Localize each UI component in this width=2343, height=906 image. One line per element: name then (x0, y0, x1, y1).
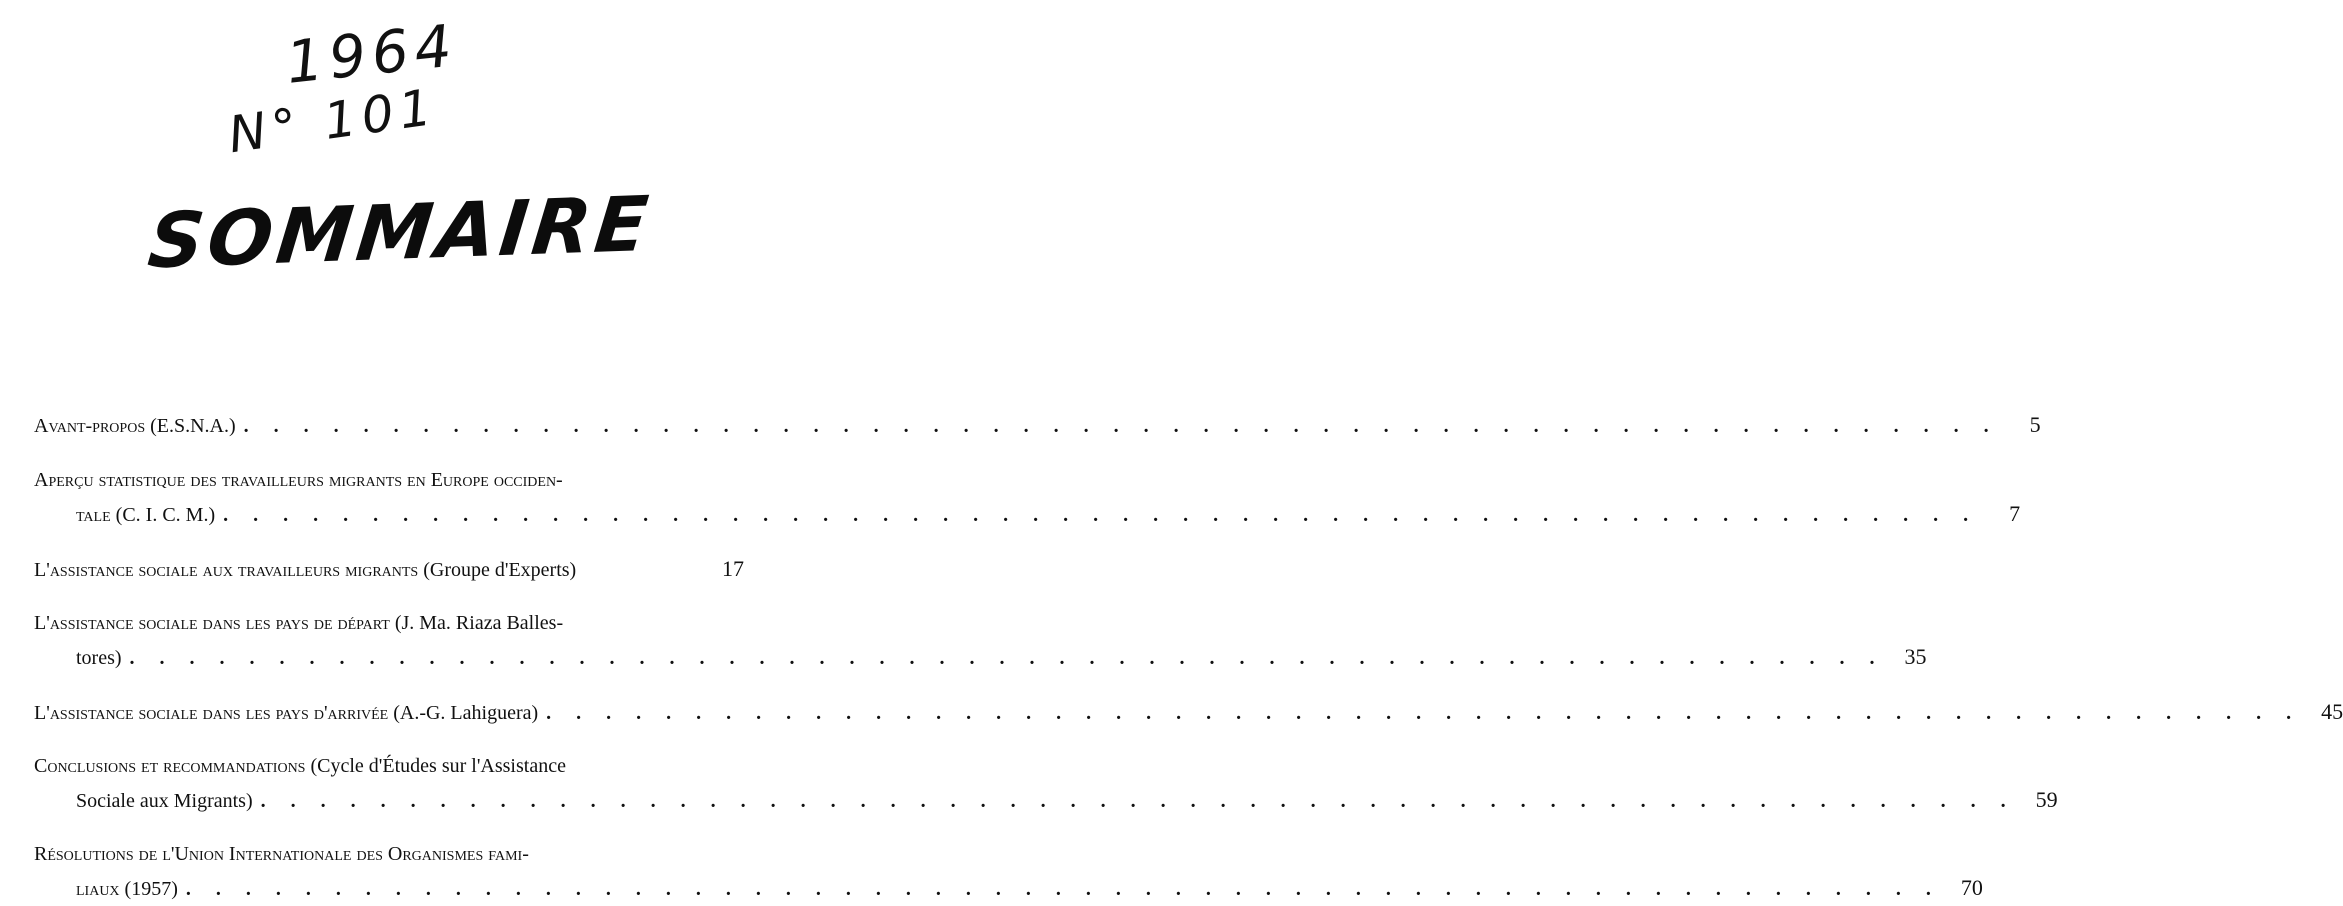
dot-leader (546, 697, 2301, 730)
table-of-contents (34, 408, 2343, 906)
toc-entry[interactable] (34, 750, 2058, 818)
toc-entry[interactable] (34, 408, 2041, 443)
page-title: SOMMAIRE (144, 178, 656, 286)
handwritten-year: 1964 (282, 11, 461, 97)
toc-page-number: 7 (2009, 501, 2021, 526)
toc-entry-author: (A.-G. Lahiguera) (388, 702, 539, 724)
toc-entry-author-cont: tores) (76, 647, 122, 669)
toc-entry[interactable] (34, 838, 1983, 906)
toc-entry-author: (C. I. C. M.) (110, 504, 216, 526)
toc-page-number: 45 (2321, 699, 2343, 724)
toc-entry-author-cont: Sociale aux Migrants) (76, 790, 253, 812)
dot-leader (244, 410, 1999, 443)
dot-leader (223, 499, 1978, 532)
toc-entry-author: (1957) (119, 878, 178, 900)
toc-entry-title: Résolutions de l'Union Internationale des Organismes fami- (34, 843, 529, 865)
toc-entry-title: Aperçu statistique des travailleurs migrants en Europe occiden- (34, 469, 563, 491)
dot-leader (186, 873, 1941, 906)
toc-entry[interactable] (34, 607, 1927, 675)
toc-entry-title: L'assistance sociale dans les pays de départ (34, 612, 390, 634)
toc-entry[interactable] (34, 552, 744, 587)
toc-page-number: 70 (1960, 875, 1983, 900)
toc-entry-title: L'assistance sociale dans les pays d'arrivée (34, 702, 389, 724)
toc-entry-title: L'assistance sociale aux travailleurs migrants (34, 559, 419, 581)
toc-entry-title-cont: liaux (76, 878, 120, 900)
toc-entry-title: Avant-propos (34, 415, 146, 437)
dot-leader (261, 785, 2016, 818)
toc-page-number: 5 (2029, 412, 2041, 437)
toc-entry-author: (E.S.N.A.) (145, 415, 236, 437)
toc-entry-author: (Cycle d'Études sur l'Assistance (305, 755, 566, 777)
toc-entry[interactable] (34, 464, 2021, 532)
toc-entry-author: (J. Ma. Riaza Balles- (389, 612, 564, 634)
dot-leader (130, 642, 1885, 675)
toc-entry-title-cont: tale (76, 504, 111, 526)
handwritten-number: N° 101 (224, 77, 441, 165)
toc-entry-author: (Groupe d'Experts) (418, 559, 577, 581)
toc-page-number: 17 (722, 556, 744, 581)
toc-page-number: 59 (2035, 787, 2058, 812)
toc-entry[interactable] (34, 695, 2343, 730)
toc-page-number: 35 (1904, 644, 1927, 669)
toc-entry-title: Conclusions et recommandations (34, 755, 306, 777)
